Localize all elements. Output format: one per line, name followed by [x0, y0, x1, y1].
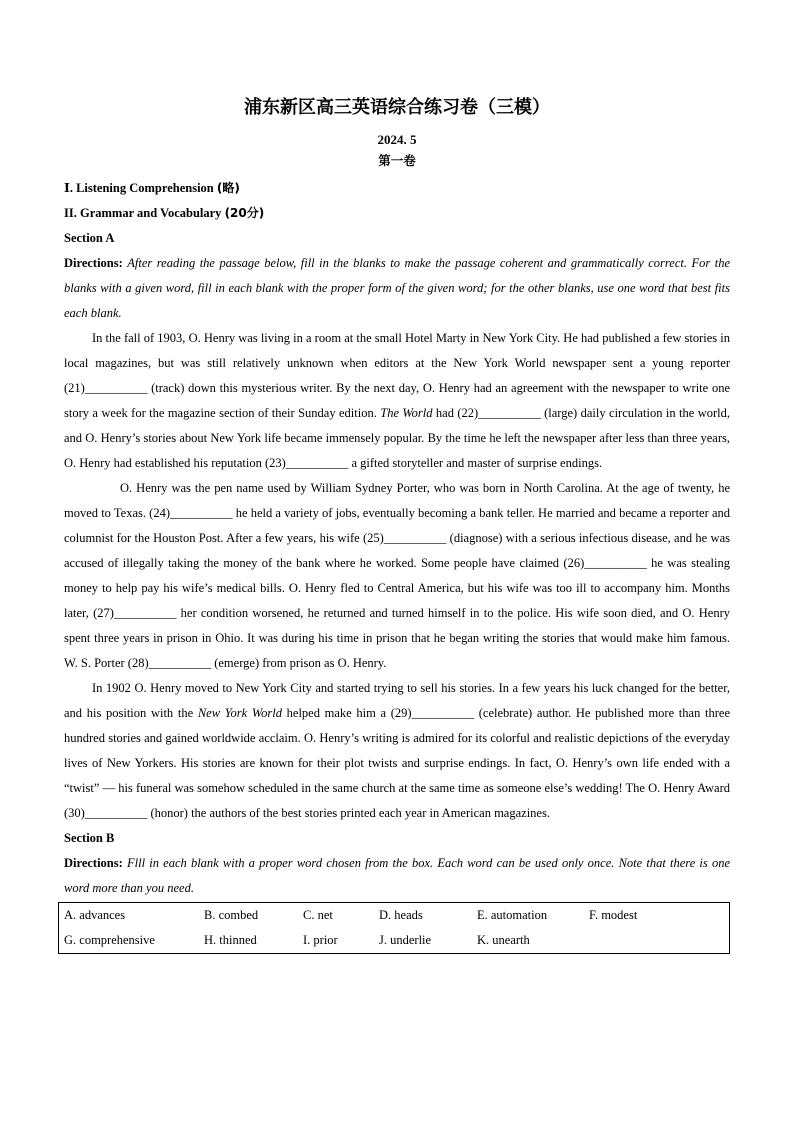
exam-page [64, 96, 730, 954]
word-box-row-1 [59, 903, 729, 928]
exam-date: 2024. 5 [377, 132, 417, 147]
word-option-a: A. advances [64, 908, 126, 922]
word-option-c: C. net [303, 908, 333, 922]
para1-text-b: had (22)__________ (large) daily circulation in the world, and O. Henry’s stories about New York life became immensely popular. By the time he left the newspaper after less than three years, O. Henry had established his reputation (23)__________ a gifted storyteller and master of surprise endings. [64, 406, 730, 470]
directions-text: After reading the passage below, fill in the blanks to make the passage coherent and grammatically correct. For the blanks with a given word, fill in each blank with the proper form of the given word; for the other blanks, use one word that best fits each blank. [64, 256, 731, 320]
word-option-k: K. unearth [477, 933, 530, 947]
section-a-directions [64, 251, 730, 326]
part2-note: (20分) [224, 206, 265, 220]
section-a-label: Section A [64, 231, 115, 245]
word-option-g: G. comprehensive [64, 933, 155, 947]
word-option-i: I. prior [303, 933, 338, 947]
para3-text-b: helped make him a (29)__________ (celebrate) author. He published more than three hundred stories and gained worldwide acclaim. O. Henry’s writing is admired for its colorful and realistic depictions of the everyday lives of New Yorkers. His stories are known for their plot twists and surprise endings. In fact, O. Henry’s own life ended with a “twist” — his funeral was somehow scheduled in the same church at the same time as someone else’s wedding! The O. Henry Award (30)__________ (honor) the authors of the best stories printed each year in American magazines. [64, 706, 730, 820]
word-box-row-2 [59, 928, 729, 953]
word-option-b: B. combed [204, 908, 259, 922]
passage-paragraph-3 [64, 676, 730, 826]
part2-heading [64, 201, 730, 226]
passage-paragraph-2: O. Henry was the pen name used by William Sydney Porter, who was born in North Carolina. At the age of twenty, he moved to Texas. (24)__________ he held a variety of jobs, eventually becoming a bank teller. He married and became a reporter and columnist for the Houston Post. After a few years, his wife (25)__________ (diagnose) with a serious infectious disease, and he was accused of illegally taking the money of the bank where he worked. Some people have claimed (26)__________ he was stealing money to help pay his wife’s medical bills. O. Henry fled to Central America, but his wife was too ill to accompany him. Months later, (27)__________ her condition worsened, he returned and turned himself in to the police. His wife soon died, and O. Henry spent three years in prison in Ohio. It was during his time in prison that he began writing the stories that would make him famous. W. S. Porter (28)__________ (emerge) from prison as O. Henry. [64, 481, 730, 670]
word-option-d: D. heads [379, 908, 423, 922]
part1-title: Ⅰ. Listening Comprehension [64, 181, 214, 195]
word-box [58, 902, 730, 954]
para1-text-a: In the fall of 1903, O. Henry was living in a room at the small Hotel Marty in New York City. He had published a few stories in local magazines, but was still relatively unknown when editors at the New York World newspaper sent a young reporter (21)__________ (track) down this mysterious writer. By the next day, O. Henry had an agreement with the newspaper to write one story a week for the magazine section of their Sunday edition. [64, 331, 730, 420]
part1-note: (略) [216, 181, 240, 195]
word-option-e: E. automation [477, 908, 548, 922]
word-option-j: J. underlie [379, 933, 432, 947]
section-b-label: Section B [64, 831, 115, 845]
part1-heading [64, 176, 730, 201]
word-option-f: F. modest [589, 908, 638, 922]
para1-italic: The World [380, 406, 433, 420]
section-b-directions [64, 851, 730, 901]
directions-text-b: Flll in each blank with a proper word chosen from the box. Each word can be used only once. Note that there is one word more than you need. [64, 856, 731, 895]
passage-paragraph-1 [64, 326, 730, 476]
exam-title: 浦东新区高三英语综合练习卷（三模） [244, 97, 550, 118]
para3-italic: New York World [197, 706, 282, 720]
para3-text-a: In 1902 O. Henry moved to New York City and started trying to sell his stories. In a few years his luck changed for the better, and his position with the [64, 681, 730, 720]
directions-label: Directions: [64, 256, 123, 270]
part2-title: II. Grammar and Vocabulary [64, 206, 222, 220]
word-option-h: H. thinned [204, 933, 257, 947]
directions-label-b: Directions: [64, 856, 123, 870]
volume-label: 第一卷 [378, 153, 416, 168]
